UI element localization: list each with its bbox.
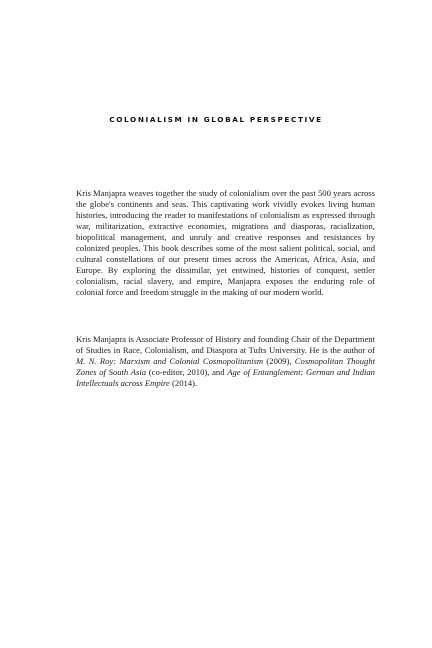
- author-bio-intro: Kris Manjapra is Associate Professor of History and founding Chair of the Department of Studies in Race, Colonialism, and Diaspora at Tufts University. He is the author of: [76, 334, 375, 355]
- book-1-year: (2009),: [263, 356, 295, 366]
- page-heading: COLONIALISM IN GLOBAL PERSPECTIVE: [109, 115, 323, 124]
- book-title-3: Age of Entanglement: German and Indian Intellectuals across Empire: [76, 367, 375, 388]
- book-2-year: (co-editor, 2010), and: [146, 367, 228, 377]
- book-title-2: Cosmopolitan Thought Zones of South Asia: [76, 356, 376, 377]
- book-description: Kris Manjapra weaves together the study of colonialism over the past 500 years across the globe's continents and seas. This captivating work vividly evokes living human histories, introducing the reader to manifestations of colonialism as expressed through war, militarization, extractive economies, migrations and diasporas, racialization, biopolitical management, and unruly and creative responses and resistances by colonized peoples. This book describes some of the most salient political, social, and cultural constellations of our present times across the Americas, Africa, Asia, and Europe. By exploring the dissimilar, yet entwined, histories of conquest, settler colonialism, racial slavery, and empire, Manjapra exposes the enduring role of colonial force and freedom struggle in the making of our modern world.: [76, 188, 375, 297]
- book-3-year: (2014).: [169, 378, 198, 388]
- book-title-1: M. N. Roy: Marxism and Colonial Cosmopolitanism: [76, 356, 264, 366]
- author-bio: [76, 334, 375, 389]
